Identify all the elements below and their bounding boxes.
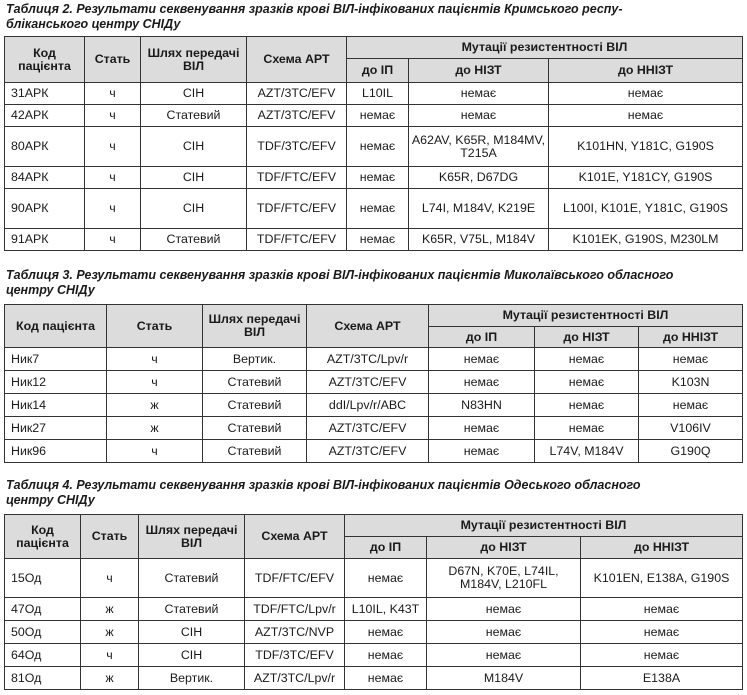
cell-nnrti: G190Q [639,440,743,463]
cell-route: Статевий [203,394,307,417]
cell-nnrti: немає [581,598,743,621]
header-sex: Стать [81,515,139,559]
cell-nrti: D67N, K70E, L74IL, M184V, L210FL [427,559,581,598]
cell-scheme: AZT/3TC/Lpv/r [245,667,345,690]
header-scheme: Схема АРТ [245,515,345,559]
cell-sex: ч [81,644,139,667]
table4-caption-line1: Таблиця 4. Результати секвенування зразків крові ВІЛ-інфікованих пацієнтів Одеського обласного [6,478,641,492]
table-row [5,417,743,440]
cell-route: Статевий [203,371,307,394]
cell-code: 91АРК [5,229,85,251]
cell-nrti: немає [535,417,639,440]
cell-code: 90АРК [5,189,85,229]
table2-caption-line2: бліканського центру СНІДу [6,17,181,31]
table-row [5,667,743,690]
cell-route: Статевий [141,229,247,251]
header-route: Шлях передачі ВІЛ [203,305,307,348]
table4-caption-line2: центру СНІДу [6,493,95,507]
header-mutations: Мутації резистентності ВІЛ [345,515,743,537]
cell-scheme: AZT/3TC/EFV [307,371,429,394]
cell-scheme: TDF/FTC/EFV [247,229,347,251]
cell-scheme: AZT/3TC/Lpv/r [307,348,429,371]
cell-nnrti: немає [581,621,743,644]
cell-sex: ж [107,417,203,440]
table-row [5,440,743,463]
cell-pi: немає [345,667,427,690]
cell-scheme: TDF/3TC/EFV [245,644,345,667]
cell-pi: немає [345,644,427,667]
table-row [5,167,743,189]
cell-nrti: A62AV, K65R, M184MV, T215A [409,127,549,167]
cell-route: СІН [141,83,247,105]
cell-scheme: TDF/FTC/EFV [247,167,347,189]
cell-scheme: AZT/3TC/EFV [307,440,429,463]
table-row [5,598,743,621]
cell-pi: немає [429,440,535,463]
cell-code: 64Од [5,644,81,667]
cell-sex: ж [81,598,139,621]
header-sex: Стать [85,37,141,83]
table-row [5,644,743,667]
cell-code: Ник14 [5,394,107,417]
table3-caption-line1: Таблиця 3. Результати секвенування зразків крові ВІЛ-інфікованих пацієнтів Миколаївського обласного [6,268,674,282]
cell-code: 50Од [5,621,81,644]
cell-sex: ж [81,667,139,690]
cell-sex: ч [107,440,203,463]
table3-caption [6,268,673,298]
header-nnrti: до ННІЗТ [549,59,743,83]
cell-nrti: L74V, M184V [535,440,639,463]
cell-code: 15Од [5,559,81,598]
cell-pi: немає [347,167,409,189]
header-code: Код пацієнта [5,515,81,559]
header-nnrti: до ННІЗТ [581,537,743,559]
cell-route: Статевий [203,417,307,440]
cell-route: Статевий [139,598,245,621]
cell-nrti: немає [535,394,639,417]
cell-sex: ч [107,348,203,371]
cell-nrti: L74I, M184V, K219E [409,189,549,229]
cell-code: 31АРК [5,83,85,105]
cell-nnrti: K103N [639,371,743,394]
table2-caption-line1: Таблиця 2. Результати секвенування зразків крові ВІЛ-інфікованих пацієнтів Кримського респу- [6,2,623,16]
cell-code: Ник96 [5,440,107,463]
cell-nrti: K65R, D67DG [409,167,549,189]
cell-scheme: ddI/Lpv/r/ABC [307,394,429,417]
cell-route: Вертик. [203,348,307,371]
header-pi: до ІП [345,537,427,559]
header-nnrti: до ННІЗТ [639,327,743,348]
table-row [5,559,743,598]
cell-scheme: TDF/FTC/EFV [245,559,345,598]
cell-nnrti: E138A [581,667,743,690]
cell-route: СІН [139,644,245,667]
cell-code: Ник7 [5,348,107,371]
header-code: Код пацієнта [5,37,85,83]
cell-pi: немає [345,559,427,598]
table-row [5,394,743,417]
header-route: Шлях передачі ВІЛ [139,515,245,559]
cell-scheme: TDF/FTC/Lpv/r [245,598,345,621]
table2-header [5,37,743,83]
cell-nnrti: немає [639,394,743,417]
cell-route: СІН [141,189,247,229]
table4-caption [6,478,641,508]
header-pi: до ІП [429,327,535,348]
cell-nrti: немає [409,83,549,105]
cell-pi: немає [347,229,409,251]
cell-pi: немає [345,621,427,644]
cell-nrti: немає [535,371,639,394]
cell-nnrti: K101EN, E138A, G190S [581,559,743,598]
cell-route: Статевий [139,559,245,598]
header-nrti: до НІЗТ [427,537,581,559]
cell-sex: ж [107,394,203,417]
cell-code: 80АРК [5,127,85,167]
header-nrti: до НІЗТ [535,327,639,348]
table-row [5,371,743,394]
table-row [5,348,743,371]
cell-pi: немає [347,127,409,167]
table3-caption-line2: центру СНІДу [6,283,95,297]
cell-nrti: K65R, V75L, M184V [409,229,549,251]
cell-scheme: TDF/FTC/EFV [247,189,347,229]
cell-scheme: AZT/3TC/EFV [247,83,347,105]
cell-pi: немає [429,417,535,440]
cell-nrti: M184V [427,667,581,690]
cell-nnrti: немає [549,105,743,127]
cell-scheme: TDF/3TC/EFV [247,127,347,167]
cell-nnrti: L100I, K101E, Y181C, G190S [549,189,743,229]
cell-scheme: AZT/3TC/NVP [245,621,345,644]
cell-sex: ж [81,621,139,644]
cell-code: 81Од [5,667,81,690]
cell-route: Вертик. [139,667,245,690]
cell-nnrti: V106IV [639,417,743,440]
cell-pi: немає [429,371,535,394]
cell-route: СІН [141,167,247,189]
table4 [4,514,743,690]
header-nrti: до НІЗТ [409,59,549,83]
cell-nnrti: K101EK, G190S, M230LM [549,229,743,251]
table2 [4,36,743,251]
cell-route: СІН [139,621,245,644]
header-pi: до ІП [347,59,409,83]
cell-sex: ч [85,83,141,105]
cell-code: 42АРК [5,105,85,127]
cell-nnrti: немає [639,348,743,371]
table2-caption [6,2,623,32]
cell-scheme: AZT/3TC/EFV [307,417,429,440]
cell-pi: L10IL [347,83,409,105]
cell-sex: ч [85,127,141,167]
table-row [5,105,743,127]
table-row [5,127,743,167]
header-scheme: Схема АРТ [247,37,347,83]
cell-sex: ч [85,189,141,229]
header-code: Код пацієнта [5,305,107,348]
cell-nrti: немає [427,644,581,667]
table-row [5,189,743,229]
cell-sex: ч [85,167,141,189]
table3-header [5,305,743,348]
cell-code: 84АРК [5,167,85,189]
header-scheme: Схема АРТ [307,305,429,348]
header-mutations: Мутації резистентності ВІЛ [429,305,743,327]
header-sex: Стать [107,305,203,348]
cell-pi: немає [347,189,409,229]
cell-nnrti: K101HN, Y181C, G190S [549,127,743,167]
cell-sex: ч [85,105,141,127]
cell-pi: N83HN [429,394,535,417]
cell-nnrti: немає [581,644,743,667]
cell-code: 47Од [5,598,81,621]
header-mutations: Мутації резистентності ВІЛ [347,37,743,59]
table3 [4,304,743,463]
cell-sex: ч [85,229,141,251]
table-row [5,83,743,105]
cell-pi: немає [347,105,409,127]
cell-nrti: немає [427,598,581,621]
table-row [5,621,743,644]
cell-nnrti: немає [549,83,743,105]
cell-nnrti: K101E, Y181CY, G190S [549,167,743,189]
table4-header [5,515,743,559]
cell-route: Статевий [141,105,247,127]
cell-sex: ч [107,371,203,394]
cell-sex: ч [81,559,139,598]
cell-nrti: немає [535,348,639,371]
cell-route: Статевий [203,440,307,463]
cell-code: Ник12 [5,371,107,394]
cell-nrti: немає [409,105,549,127]
header-route: Шлях передачі ВІЛ [141,37,247,83]
cell-route: СІН [141,127,247,167]
cell-pi: L10IL, K43T [345,598,427,621]
cell-nrti: немає [427,621,581,644]
cell-code: Ник27 [5,417,107,440]
cell-scheme: AZT/3TC/EFV [247,105,347,127]
cell-pi: немає [429,348,535,371]
table-row [5,229,743,251]
